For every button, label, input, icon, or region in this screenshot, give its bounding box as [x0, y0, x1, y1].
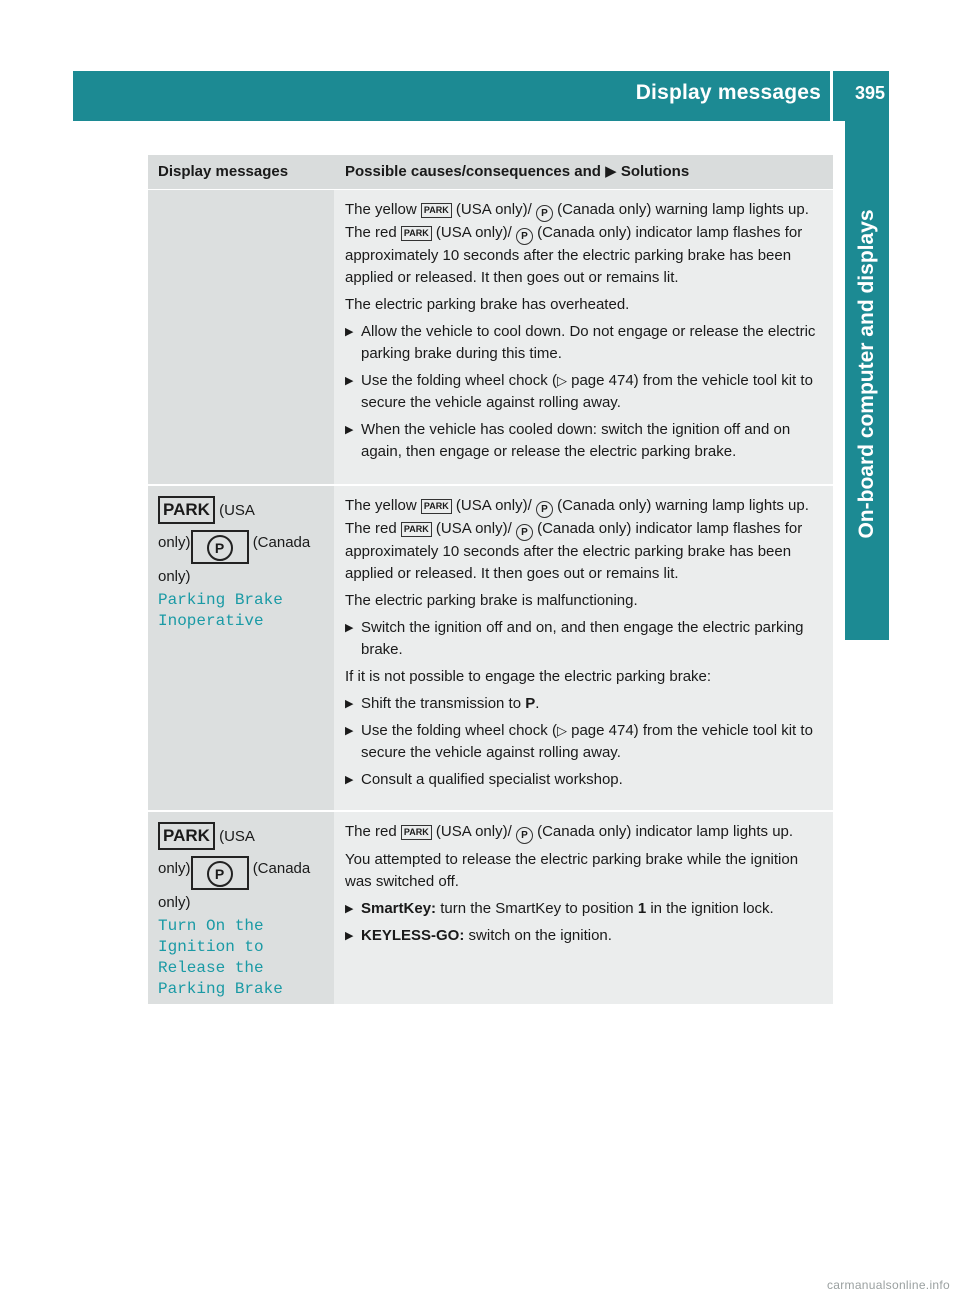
park-lamp-icon: PARK — [158, 496, 215, 524]
step-arrow-icon: ▶ — [345, 698, 354, 710]
p-lamp-icon: P — [191, 530, 249, 564]
chapter-tab-label: On-board computer and displays — [855, 209, 878, 539]
step-arrow-icon: ▶ — [345, 375, 354, 387]
park-lamp-icon: PARK — [421, 203, 452, 218]
step: ▶ Consult a qualified specialist workshop. — [345, 769, 827, 791]
p-lamp-icon: P — [516, 827, 533, 844]
step: ▶ Shift the transmission to P. — [345, 693, 827, 715]
solution-cell — [334, 486, 833, 810]
solution-cell — [334, 190, 833, 484]
step-arrow-icon: ▶ — [345, 774, 354, 786]
col-header-solutions: Possible causes/consequences and ▶ Solutions — [345, 163, 690, 180]
p-lamp-icon: P — [516, 524, 533, 541]
paragraph: The electric parking brake has overheated. — [345, 296, 630, 313]
header-bar — [73, 71, 889, 121]
park-lamp-icon: PARK — [401, 226, 432, 241]
paragraph: If it is not possible to engage the electric parking brake: — [345, 668, 712, 685]
step-arrow-icon: ▶ — [345, 930, 354, 942]
p-lamp-icon: P — [516, 228, 533, 245]
step: ▶ Switch the ignition off and on, and then engage the electric parking brake. — [345, 617, 827, 661]
park-lamp-icon: PARK — [401, 522, 432, 537]
header-divider — [830, 71, 833, 121]
page-number: 395 — [854, 83, 885, 103]
step: ▶ KEYLESS-GO: switch on the ignition. — [345, 925, 827, 947]
message-cell — [148, 190, 334, 484]
message-cell: PARK (USA only) P (Canada only) Turn On the Ignition to Release the Parking Brake — [148, 812, 334, 1004]
step: ▶ Use the folding wheel chock (▷ page 474) from the vehicle tool kit to secure the vehicle against rolling away. — [345, 370, 827, 414]
p-lamp-icon: P — [191, 856, 249, 890]
table-row — [148, 812, 833, 1004]
chapter-marker — [845, 596, 889, 640]
paragraph: You attempted to release the electric parking brake while the ignition was switched off. — [345, 851, 799, 890]
display-message: Parking Brake Inoperative — [158, 591, 283, 630]
p-lamp-icon: P — [536, 501, 553, 518]
park-lamp-icon: PARK — [421, 499, 452, 514]
step-arrow-icon: ▶ — [345, 725, 354, 737]
display-message: Turn On the Ignition to Release the Parking Brake — [158, 917, 283, 998]
page-title: Display messages — [635, 81, 821, 104]
step: ▶ SmartKey: turn the SmartKey to position 1 in the ignition lock. — [345, 898, 827, 920]
table-row — [148, 486, 833, 812]
step-arrow-icon: ▶ — [345, 622, 354, 634]
paragraph: The yellow PARK (USA only)/ P (Canada only) warning lamp lights up. The red PARK (USA only)/ P (Canada only) indicator lamp flashes for approximately 10 seconds after the electric parking brake has been applied or released. It then goes out or remains lit. — [345, 201, 809, 286]
step: ▶ Allow the vehicle to cool down. Do not engage or release the electric parking brake during this time. — [345, 321, 827, 365]
park-lamp-icon: PARK — [158, 822, 215, 850]
step: ▶ When the vehicle has cooled down: switch the ignition off and on again, then engage or release the electric parking brake. — [345, 419, 827, 463]
step: ▶ Use the folding wheel chock (▷ page 474) from the vehicle tool kit to secure the vehicle against rolling away. — [345, 720, 827, 764]
arrow-icon: ▶ — [605, 163, 617, 180]
table-header — [148, 155, 833, 190]
paragraph: The yellow PARK (USA only)/ P (Canada only) warning lamp lights up. The red PARK (USA only)/ P (Canada only) indicator lamp flashes for approximately 10 seconds after the electric parking brake has been applied or released. It then goes out or remains lit. — [345, 497, 809, 582]
message-cell: PARK (USA only) P (Canada only) Parking Brake Inoperative — [148, 486, 334, 810]
paragraph: The red PARK (USA only)/ P (Canada only) indicator lamp lights up. — [345, 821, 827, 844]
step-arrow-icon: ▶ — [345, 903, 354, 915]
table-row — [148, 190, 833, 486]
page-ref-icon: ▷ — [556, 373, 567, 388]
park-lamp-icon: PARK — [401, 825, 432, 840]
display-messages-table — [148, 155, 833, 1004]
footer-watermark: carmanualsonline.info — [826, 1278, 950, 1292]
solution-cell — [334, 812, 833, 1004]
chapter-tab — [845, 121, 889, 627]
step-arrow-icon: ▶ — [345, 326, 354, 338]
step-arrow-icon: ▶ — [345, 424, 354, 436]
page-ref-icon: ▷ — [556, 723, 567, 738]
p-lamp-icon: P — [536, 205, 553, 222]
col-header-messages: Display messages — [158, 163, 289, 180]
paragraph: The electric parking brake is malfunctioning. — [345, 592, 638, 609]
